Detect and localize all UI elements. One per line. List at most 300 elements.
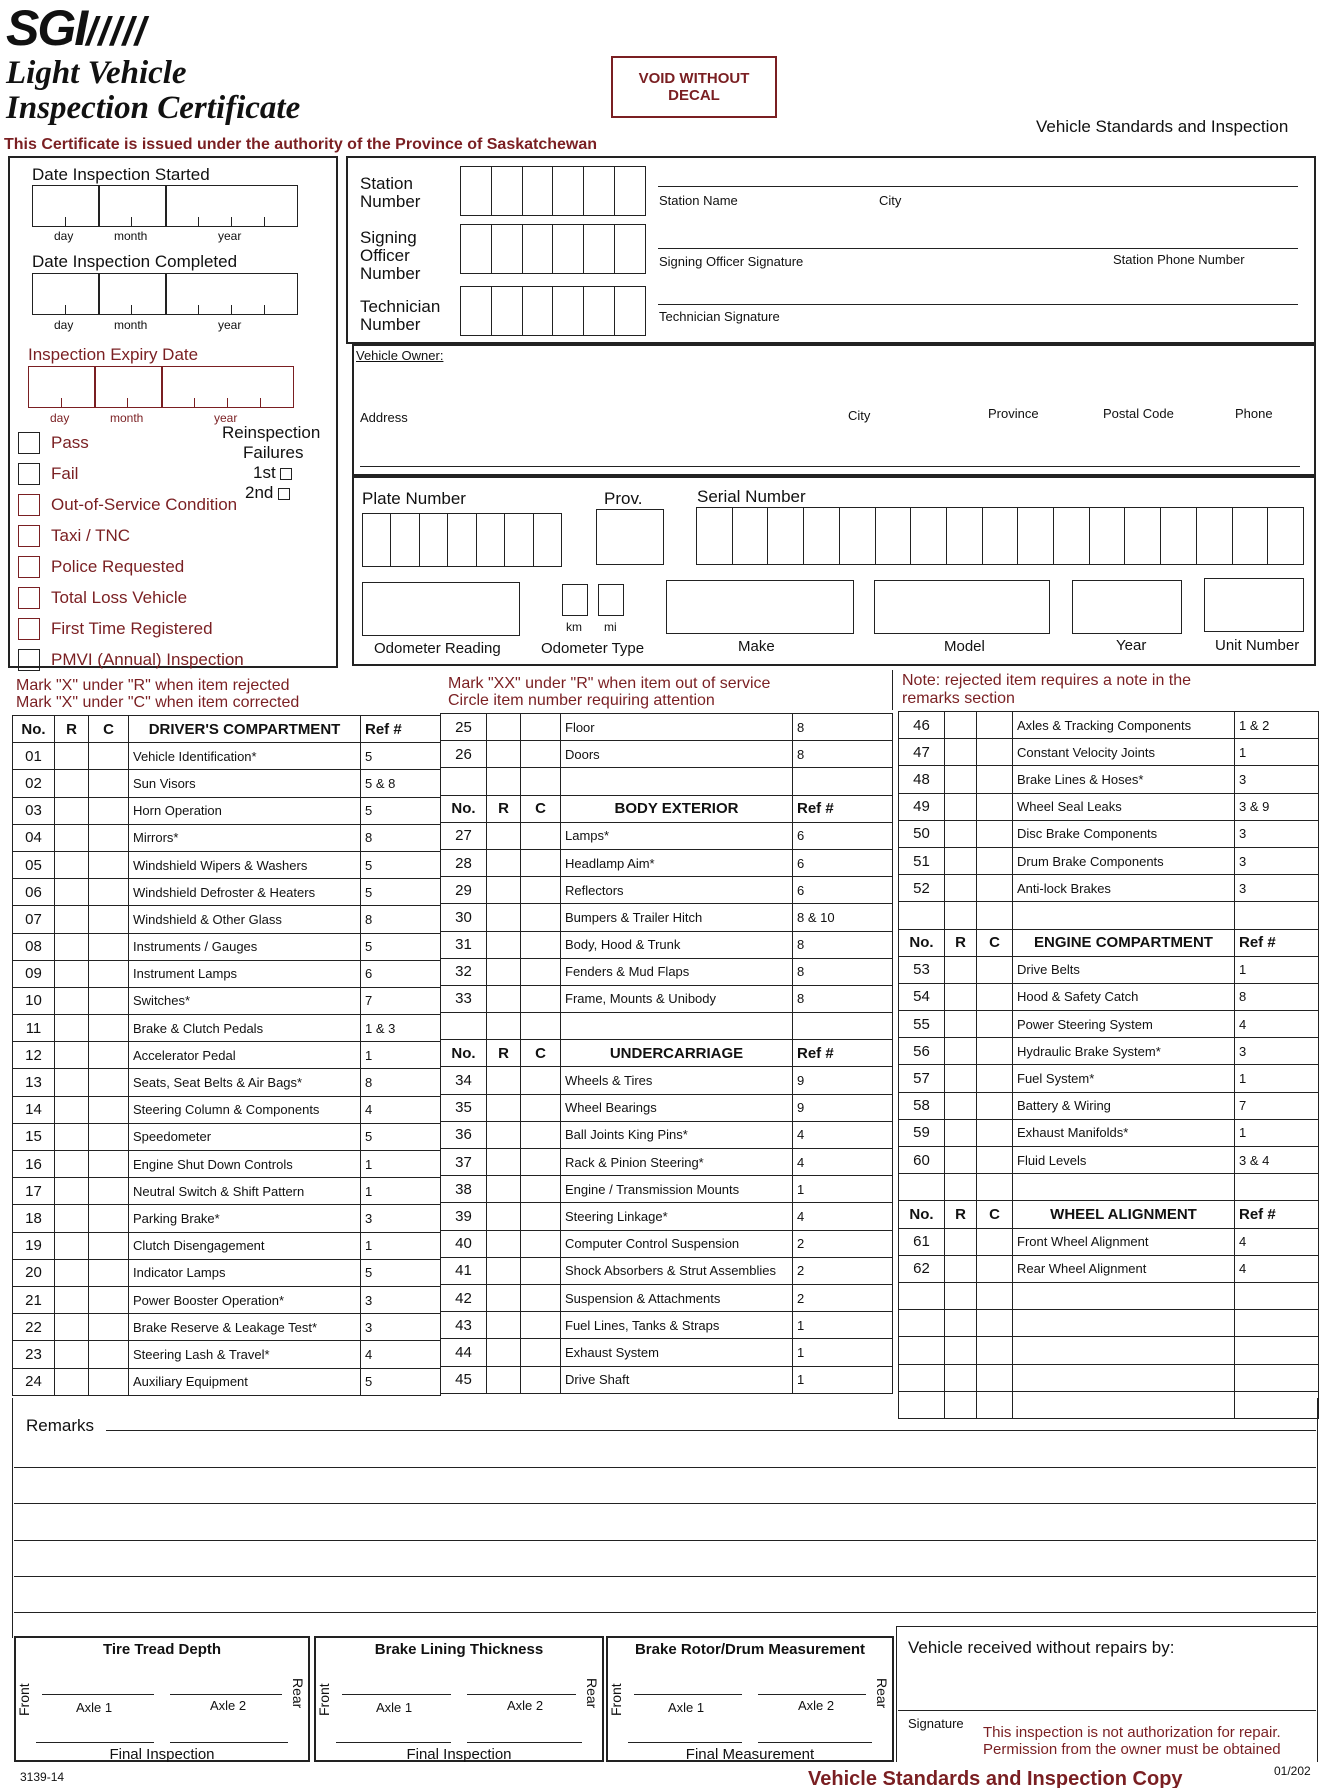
- sgi-logo: [6, 0, 147, 56]
- logo-text: SGI: [6, 0, 87, 56]
- item-number: 13: [13, 1069, 55, 1096]
- reject-cell[interactable]: [55, 1096, 89, 1123]
- reject-cell[interactable]: [945, 875, 977, 902]
- item-ref: 4: [793, 1121, 893, 1148]
- item-ref: 1: [1235, 739, 1319, 766]
- reject-cell[interactable]: [55, 1178, 89, 1205]
- item-number: 17: [13, 1178, 55, 1205]
- status-checkbox[interactable]: [18, 556, 40, 578]
- col-no-header: No.: [441, 1040, 487, 1067]
- void-text: VOID WITHOUT DECAL: [638, 70, 750, 104]
- reject-cell[interactable]: [55, 1341, 89, 1368]
- correct-cell[interactable]: [89, 1015, 129, 1042]
- table-row: [899, 1038, 1319, 1065]
- correct-cell[interactable]: [89, 933, 129, 960]
- item-ref: 1: [1235, 956, 1319, 983]
- prov-field[interactable]: [596, 509, 664, 565]
- item-number: 46: [899, 712, 945, 739]
- item-ref: 1 & 3: [361, 1015, 441, 1042]
- correct-cell[interactable]: [977, 1147, 1013, 1174]
- blank-row: [441, 1013, 893, 1040]
- item-ref: 1: [793, 1312, 893, 1339]
- correct-cell[interactable]: [89, 1259, 129, 1286]
- reject-cell[interactable]: [945, 766, 977, 793]
- status-checkbox[interactable]: [18, 587, 40, 609]
- signature-label: Signature: [908, 1716, 964, 1731]
- item-ref: 7: [361, 987, 441, 1014]
- date-completed-month: month: [114, 318, 148, 332]
- correct-cell[interactable]: [89, 770, 129, 797]
- item-name: Exhaust Manifolds*: [1013, 1119, 1235, 1146]
- technician-label: Technician Number: [360, 297, 441, 334]
- table-row: [899, 1255, 1319, 1282]
- tire-tread-title: Tire Tread Depth: [102, 1641, 222, 1658]
- correct-cell[interactable]: [89, 879, 129, 906]
- rear-label: Rear: [874, 1678, 890, 1709]
- item-name: Steering Linkage*: [561, 1203, 793, 1230]
- odo-type-label: Odometer Type: [541, 640, 645, 657]
- item-ref: 3: [361, 1205, 441, 1232]
- date-started-year: year: [218, 229, 242, 243]
- correct-cell[interactable]: [521, 931, 561, 958]
- blank-cell: [441, 1013, 487, 1040]
- correct-cell[interactable]: [977, 1228, 1013, 1255]
- reject-cell[interactable]: [945, 1011, 977, 1038]
- item-ref: 7: [1235, 1092, 1319, 1119]
- axle-1-label: Axle 1: [76, 1700, 113, 1715]
- reject-cell[interactable]: [55, 879, 89, 906]
- correct-cell[interactable]: [521, 958, 561, 985]
- correct-cell[interactable]: [977, 1119, 1013, 1146]
- reject-cell[interactable]: [55, 1286, 89, 1313]
- axle-1-line: [634, 1694, 742, 1695]
- item-name: Drum Brake Components: [1013, 847, 1235, 874]
- received-note-2: Permission from the owner must be obtained: [983, 1741, 1281, 1758]
- correct-cell[interactable]: [89, 1368, 129, 1395]
- body-exterior-header: [441, 795, 893, 822]
- item-number: 59: [899, 1119, 945, 1146]
- reject-cell[interactable]: [487, 822, 521, 849]
- remarks-label: Remarks: [26, 1416, 95, 1435]
- reject-cell[interactable]: [55, 1015, 89, 1042]
- reject-cell[interactable]: [55, 906, 89, 933]
- item-name: Suspension & Attachments: [561, 1284, 793, 1311]
- correct-cell[interactable]: [521, 1366, 561, 1393]
- item-name: Fuel Lines, Tanks & Straps: [561, 1312, 793, 1339]
- correct-cell[interactable]: [977, 983, 1013, 1010]
- remarks-area[interactable]: [12, 1398, 1318, 1638]
- item-ref: 6: [793, 849, 893, 876]
- table-row: [899, 847, 1319, 874]
- table-row: [899, 1065, 1319, 1092]
- section-title: BODY EXTERIOR: [561, 795, 793, 822]
- item-number: 35: [441, 1094, 487, 1121]
- section-title: WHEEL ALIGNMENT: [1013, 1201, 1235, 1228]
- reject-cell[interactable]: [487, 877, 521, 904]
- blank-cell: [977, 1364, 1013, 1391]
- blank-cell: [1235, 1174, 1319, 1201]
- table-row: [13, 906, 441, 933]
- rear-label: Rear: [290, 1678, 306, 1709]
- item-name: Bumpers & Trailer Hitch: [561, 904, 793, 931]
- reject-cell[interactable]: [487, 1176, 521, 1203]
- item-ref: 5: [361, 851, 441, 878]
- correct-cell[interactable]: [521, 1203, 561, 1230]
- correct-cell[interactable]: [521, 1257, 561, 1284]
- reject-cell[interactable]: [945, 739, 977, 766]
- reject-cell[interactable]: [487, 741, 521, 768]
- table-row: [899, 739, 1319, 766]
- second-failure-checkbox[interactable]: [278, 488, 290, 500]
- plate-field[interactable]: [362, 513, 562, 567]
- correct-cell[interactable]: [89, 1069, 129, 1096]
- status-checkbox[interactable]: [18, 618, 40, 640]
- item-number: 41: [441, 1257, 487, 1284]
- item-number: 18: [13, 1205, 55, 1232]
- reject-cell[interactable]: [55, 1042, 89, 1069]
- correct-cell[interactable]: [977, 1255, 1013, 1282]
- item-name: Horn Operation: [129, 797, 361, 824]
- item-ref: 1: [361, 1178, 441, 1205]
- correct-cell[interactable]: [521, 849, 561, 876]
- signing-officer-field[interactable]: [460, 224, 646, 274]
- reject-cell[interactable]: [55, 1069, 89, 1096]
- reject-cell[interactable]: [945, 1092, 977, 1119]
- correct-cell[interactable]: [89, 1314, 129, 1341]
- item-name: Steering Lash & Travel*: [129, 1341, 361, 1368]
- km-checkbox[interactable]: [562, 584, 588, 616]
- item-number: 05: [13, 851, 55, 878]
- form-title: [6, 56, 300, 126]
- brake-rotor-title: Brake Rotor/Drum Measurement: [634, 1641, 866, 1658]
- front-label: Front: [608, 1683, 624, 1716]
- year-label: Year: [1116, 637, 1147, 654]
- reject-cell[interactable]: [55, 1368, 89, 1395]
- item-number: 62: [899, 1255, 945, 1282]
- reject-cell[interactable]: [487, 1121, 521, 1148]
- reject-cell[interactable]: [945, 1119, 977, 1146]
- correct-cell[interactable]: [977, 1092, 1013, 1119]
- correct-cell[interactable]: [89, 960, 129, 987]
- correct-cell[interactable]: [89, 1205, 129, 1232]
- correct-cell[interactable]: [89, 1123, 129, 1150]
- mi-checkbox[interactable]: [598, 584, 624, 616]
- table-row: [441, 1284, 893, 1311]
- correct-cell[interactable]: [89, 1232, 129, 1259]
- status-checkbox[interactable]: [18, 494, 40, 516]
- item-ref: 4: [361, 1096, 441, 1123]
- axle-2-line: [467, 1694, 576, 1695]
- final-line-2: [170, 1742, 288, 1743]
- correct-cell[interactable]: [89, 1286, 129, 1313]
- correct-cell[interactable]: [521, 1176, 561, 1203]
- axle-1-line: [342, 1694, 451, 1695]
- status-checkbox[interactable]: [18, 525, 40, 547]
- correct-cell[interactable]: [521, 985, 561, 1012]
- reject-cell[interactable]: [487, 985, 521, 1012]
- station-number-label: Station Number: [360, 174, 421, 211]
- table-row: [441, 1230, 893, 1257]
- reject-cell[interactable]: [55, 743, 89, 770]
- correct-cell[interactable]: [521, 822, 561, 849]
- station-number-field[interactable]: [460, 166, 646, 216]
- correct-cell[interactable]: [521, 1149, 561, 1176]
- col-c-header: C: [977, 1201, 1013, 1228]
- date-completed-day: day: [54, 318, 74, 332]
- col-r-header: R: [945, 929, 977, 956]
- blank-cell: [899, 1282, 945, 1309]
- correct-cell[interactable]: [977, 1038, 1013, 1065]
- item-ref: 4: [793, 1203, 893, 1230]
- correct-cell[interactable]: [521, 877, 561, 904]
- odometer-label: Odometer Reading: [374, 640, 501, 657]
- correct-cell[interactable]: [977, 820, 1013, 847]
- reject-cell[interactable]: [55, 770, 89, 797]
- unit-label: Unit Number: [1215, 637, 1300, 654]
- reject-cell[interactable]: [487, 1257, 521, 1284]
- status-label: First Time Registered: [51, 619, 213, 638]
- reject-cell[interactable]: [487, 1230, 521, 1257]
- reject-cell[interactable]: [55, 960, 89, 987]
- model-field[interactable]: [874, 580, 1050, 634]
- reject-cell[interactable]: [945, 712, 977, 739]
- table-row: [13, 1069, 441, 1096]
- item-name: Parking Brake*: [129, 1205, 361, 1232]
- item-number: 40: [441, 1230, 487, 1257]
- blank-row: [899, 1364, 1319, 1391]
- reject-cell[interactable]: [55, 797, 89, 824]
- item-name: Wheel Seal Leaks: [1013, 793, 1235, 820]
- technician-field[interactable]: [460, 286, 646, 336]
- item-number: 32: [441, 958, 487, 985]
- reject-cell[interactable]: [55, 1259, 89, 1286]
- correct-cell[interactable]: [89, 797, 129, 824]
- status-label: Pass: [51, 433, 89, 452]
- station-name-label: Station Name: [659, 193, 738, 208]
- station-phone-label: Station Phone Number: [1113, 252, 1245, 267]
- table-row: [13, 797, 441, 824]
- axle-2-label: Axle 2: [507, 1698, 544, 1713]
- col-no-header: No.: [899, 929, 945, 956]
- item-number: 27: [441, 822, 487, 849]
- item-number: 07: [13, 906, 55, 933]
- reject-cell[interactable]: [487, 958, 521, 985]
- correct-cell[interactable]: [977, 847, 1013, 874]
- reject-cell[interactable]: [55, 1205, 89, 1232]
- table-row: [13, 1042, 441, 1069]
- correct-cell[interactable]: [977, 712, 1013, 739]
- reject-cell[interactable]: [55, 851, 89, 878]
- final-line-2: [467, 1742, 582, 1743]
- table-row: [441, 849, 893, 876]
- table-row: [899, 766, 1319, 793]
- item-name: Computer Control Suspension: [561, 1230, 793, 1257]
- table-row: [13, 987, 441, 1014]
- col-c-header: C: [89, 716, 129, 743]
- item-name: Frame, Mounts & Unibody: [561, 985, 793, 1012]
- axle-1-label: Axle 1: [376, 1700, 413, 1715]
- col-ref-header: Ref #: [793, 795, 893, 822]
- reject-cell[interactable]: [487, 714, 521, 741]
- item-ref: 5: [361, 1259, 441, 1286]
- reject-cell[interactable]: [487, 1312, 521, 1339]
- date-started-field[interactable]: [32, 185, 298, 227]
- received-title: Vehicle received without repairs by:: [908, 1638, 1175, 1657]
- item-ref: 3: [1235, 847, 1319, 874]
- status-checkbox[interactable]: [18, 463, 40, 485]
- status-checkbox[interactable]: [18, 432, 40, 454]
- col-ref-header: Ref #: [793, 1040, 893, 1067]
- correct-cell[interactable]: [521, 1230, 561, 1257]
- table-row: [13, 1286, 441, 1313]
- item-ref: 1: [793, 1366, 893, 1393]
- table-row: [899, 793, 1319, 820]
- correct-cell[interactable]: [521, 1312, 561, 1339]
- date-completed-field[interactable]: [32, 273, 298, 315]
- reject-cell[interactable]: [487, 1339, 521, 1366]
- reject-cell[interactable]: [487, 1284, 521, 1311]
- item-ref: 4: [1235, 1255, 1319, 1282]
- table-row: [441, 904, 893, 931]
- correct-cell[interactable]: [89, 824, 129, 851]
- reject-cell[interactable]: [945, 1038, 977, 1065]
- item-ref: 8: [361, 1069, 441, 1096]
- table-row: [13, 933, 441, 960]
- unit-field[interactable]: [1204, 578, 1304, 632]
- correct-cell[interactable]: [89, 1151, 129, 1178]
- correct-cell[interactable]: [521, 1284, 561, 1311]
- reject-cell[interactable]: [945, 1228, 977, 1255]
- item-name: Front Wheel Alignment: [1013, 1228, 1235, 1255]
- correct-cell[interactable]: [89, 1042, 129, 1069]
- reject-cell[interactable]: [487, 1203, 521, 1230]
- col-no-header: No.: [13, 716, 55, 743]
- blank-row: [441, 768, 893, 795]
- correct-cell[interactable]: [977, 875, 1013, 902]
- correct-cell[interactable]: [977, 739, 1013, 766]
- blank-row: [899, 1282, 1319, 1309]
- received-note-1: This inspection is not authorization for repair.: [983, 1724, 1281, 1741]
- correct-cell[interactable]: [89, 1178, 129, 1205]
- item-ref: 4: [1235, 1011, 1319, 1038]
- reject-cell[interactable]: [487, 1366, 521, 1393]
- reject-cell[interactable]: [55, 1232, 89, 1259]
- reject-cell[interactable]: [945, 793, 977, 820]
- reject-cell[interactable]: [945, 820, 977, 847]
- status-checkbox[interactable]: [18, 649, 40, 671]
- item-ref: 8: [793, 958, 893, 985]
- correct-cell[interactable]: [521, 714, 561, 741]
- item-ref: 3: [361, 1286, 441, 1313]
- blank-cell: [899, 902, 945, 929]
- prov-label: Prov.: [604, 489, 643, 508]
- item-ref: 3 & 4: [1235, 1147, 1319, 1174]
- item-name: Brake Lines & Hoses*: [1013, 766, 1235, 793]
- correct-cell[interactable]: [89, 987, 129, 1014]
- table-row: [441, 1257, 893, 1284]
- item-ref: 6: [361, 960, 441, 987]
- correct-cell[interactable]: [977, 1065, 1013, 1092]
- item-name: Wheels & Tires: [561, 1067, 793, 1094]
- reject-cell[interactable]: [487, 1067, 521, 1094]
- reject-cell[interactable]: [55, 1151, 89, 1178]
- final-label: Final Measurement: [685, 1746, 815, 1763]
- reject-cell[interactable]: [55, 1123, 89, 1150]
- col-no-header: No.: [441, 795, 487, 822]
- correct-cell[interactable]: [977, 793, 1013, 820]
- owner-label: Vehicle Owner:: [356, 348, 444, 363]
- status-label: Taxi / TNC: [51, 526, 131, 545]
- reject-cell[interactable]: [945, 1065, 977, 1092]
- make-field[interactable]: [666, 580, 854, 634]
- odometer-field[interactable]: [362, 582, 520, 636]
- item-ref: 4: [1235, 1228, 1319, 1255]
- item-number: 06: [13, 879, 55, 906]
- correct-cell[interactable]: [521, 1094, 561, 1121]
- reject-cell[interactable]: [55, 1314, 89, 1341]
- correct-cell[interactable]: [521, 1067, 561, 1094]
- item-name: Lamps*: [561, 822, 793, 849]
- reject-cell[interactable]: [55, 933, 89, 960]
- reject-cell[interactable]: [945, 847, 977, 874]
- expiry-date-field[interactable]: [28, 366, 294, 408]
- blank-cell: [1235, 1282, 1319, 1309]
- year-field[interactable]: [1072, 580, 1182, 634]
- correct-cell[interactable]: [521, 741, 561, 768]
- serial-field[interactable]: [696, 507, 1304, 565]
- reject-cell[interactable]: [945, 1255, 977, 1282]
- item-name: Rear Wheel Alignment: [1013, 1255, 1235, 1282]
- correct-cell[interactable]: [521, 1121, 561, 1148]
- blank-cell: [441, 768, 487, 795]
- reject-cell[interactable]: [487, 849, 521, 876]
- reject-cell[interactable]: [55, 824, 89, 851]
- mi-label: mi: [604, 620, 617, 634]
- reject-cell[interactable]: [487, 904, 521, 931]
- correct-cell[interactable]: [89, 1341, 129, 1368]
- status-label: PMVI (Annual) Inspection: [51, 650, 244, 669]
- item-ref: 8: [361, 824, 441, 851]
- instruction-r: Mark "X" under "R" when item rejected: [16, 677, 290, 694]
- correct-cell[interactable]: [89, 851, 129, 878]
- correct-cell[interactable]: [977, 956, 1013, 983]
- reject-cell[interactable]: [945, 983, 977, 1010]
- item-ref: 8: [361, 906, 441, 933]
- date-started-month: month: [114, 229, 148, 243]
- item-ref: 8: [793, 741, 893, 768]
- reject-cell[interactable]: [55, 987, 89, 1014]
- item-name: Body, Hood & Trunk: [561, 931, 793, 958]
- correct-cell[interactable]: [89, 743, 129, 770]
- correct-cell[interactable]: [89, 906, 129, 933]
- reject-cell[interactable]: [487, 1149, 521, 1176]
- item-name: Sun Visors: [129, 770, 361, 797]
- reject-cell[interactable]: [487, 931, 521, 958]
- reject-cell[interactable]: [487, 1094, 521, 1121]
- col-no-header: No.: [899, 1201, 945, 1228]
- station-city-label: City: [879, 193, 902, 208]
- correct-cell[interactable]: [89, 1096, 129, 1123]
- reject-cell[interactable]: [945, 1147, 977, 1174]
- reject-cell[interactable]: [945, 956, 977, 983]
- first-failure-checkbox[interactable]: [280, 468, 292, 480]
- correct-cell[interactable]: [977, 766, 1013, 793]
- correct-cell[interactable]: [521, 1339, 561, 1366]
- correct-cell[interactable]: [977, 1011, 1013, 1038]
- item-ref: 5: [361, 1368, 441, 1395]
- correct-cell[interactable]: [521, 904, 561, 931]
- item-ref: 5: [361, 797, 441, 824]
